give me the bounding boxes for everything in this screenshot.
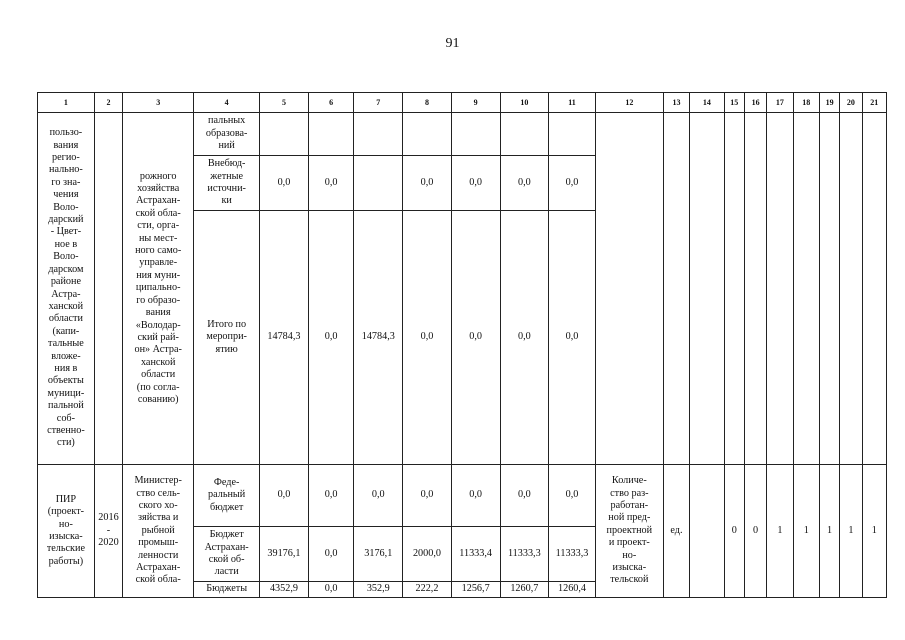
unit-cell bbox=[663, 113, 689, 465]
col-header: 7 bbox=[354, 93, 403, 113]
col-header: 16 bbox=[744, 93, 766, 113]
executor-cell: рожного хозяйства Астрахан- ской обла- сти, орга- ны мест- ного само- управле- ния муни- ципально- го образо- вания «Володар- ский рай- он» Астра- ханской области (по согла- сованию) bbox=[123, 113, 194, 465]
target-cell: 1 bbox=[819, 465, 839, 598]
col-header: 2 bbox=[94, 93, 122, 113]
col-header: 9 bbox=[451, 93, 500, 113]
funding-source: Бюджеты bbox=[194, 582, 260, 598]
col-header: 18 bbox=[793, 93, 819, 113]
value-cell: 0,0 bbox=[308, 156, 354, 211]
period-cell: 2016 - 2020 bbox=[94, 465, 122, 598]
funding-source: Бюджет Астрахан- ской об- ласти bbox=[194, 527, 260, 582]
value-cell: 0,0 bbox=[549, 156, 596, 211]
value-cell: 14784,3 bbox=[354, 211, 403, 465]
col-header: 3 bbox=[123, 93, 194, 113]
col-header: 10 bbox=[500, 93, 549, 113]
value-cell: 1256,7 bbox=[451, 582, 500, 598]
unit-cell: ед. bbox=[663, 465, 689, 598]
value-cell: 0,0 bbox=[403, 156, 452, 211]
value-cell: 0,0 bbox=[308, 582, 354, 598]
funding-source: Итого по меропри- ятию bbox=[194, 211, 260, 465]
value-cell: 0,0 bbox=[354, 465, 403, 527]
col-header: 11 bbox=[549, 93, 596, 113]
target-cell bbox=[690, 465, 724, 598]
period-cell bbox=[94, 113, 122, 465]
col-header: 1 bbox=[38, 93, 95, 113]
value-cell: 11333,4 bbox=[451, 527, 500, 582]
col-header: 19 bbox=[819, 93, 839, 113]
value-cell bbox=[403, 113, 452, 156]
value-cell: 0,0 bbox=[549, 465, 596, 527]
col-header: 6 bbox=[308, 93, 354, 113]
program-table bbox=[37, 92, 887, 598]
value-cell bbox=[500, 113, 549, 156]
col-header: 5 bbox=[260, 93, 309, 113]
measure-name: ПИР (проект- но- изыска- тельские работы) bbox=[38, 465, 95, 598]
target-cell bbox=[840, 113, 862, 465]
value-cell: 0,0 bbox=[500, 156, 549, 211]
value-cell: 1260,4 bbox=[549, 582, 596, 598]
indicator-cell bbox=[595, 113, 663, 465]
target-cell: 1 bbox=[767, 465, 793, 598]
target-cell: 1 bbox=[862, 465, 886, 598]
value-cell: 0,0 bbox=[451, 156, 500, 211]
value-cell: 222,2 bbox=[403, 582, 452, 598]
value-cell: 0,0 bbox=[308, 465, 354, 527]
target-cell: 1 bbox=[793, 465, 819, 598]
target-cell bbox=[744, 113, 766, 465]
target-cell: 0 bbox=[724, 465, 744, 598]
target-cell bbox=[690, 113, 724, 465]
value-cell bbox=[354, 156, 403, 211]
target-cell bbox=[724, 113, 744, 465]
value-cell bbox=[451, 113, 500, 156]
value-cell: 0,0 bbox=[403, 211, 452, 465]
target-cell bbox=[819, 113, 839, 465]
col-header: 14 bbox=[690, 93, 724, 113]
target-cell bbox=[767, 113, 793, 465]
value-cell bbox=[308, 113, 354, 156]
value-cell: 0,0 bbox=[500, 465, 549, 527]
value-cell bbox=[260, 113, 309, 156]
value-cell: 0,0 bbox=[308, 211, 354, 465]
measure-name: пользо- вания регио- нально- го зна- чения Воло- дарский - Цвет- ное в Воло- дарском районе Астра- ханской области (капи- тальные вложе- ния в объекты муници- пальной соб- ственно- сти) bbox=[38, 113, 95, 465]
value-cell: 0,0 bbox=[500, 211, 549, 465]
table-row bbox=[38, 113, 887, 156]
target-cell bbox=[862, 113, 886, 465]
target-cell bbox=[793, 113, 819, 465]
target-cell: 0 bbox=[744, 465, 766, 598]
col-header: 15 bbox=[724, 93, 744, 113]
funding-source: Внебюд- жетные источни- ки bbox=[194, 156, 260, 211]
executor-cell: Министер- ство сель- ского хо- зяйства и рыбной промыш- ленности Астрахан- ской обла- bbox=[123, 465, 194, 598]
value-cell: 11333,3 bbox=[500, 527, 549, 582]
value-cell: 0,0 bbox=[451, 465, 500, 527]
value-cell: 1260,7 bbox=[500, 582, 549, 598]
value-cell: 0,0 bbox=[451, 211, 500, 465]
funding-source: Феде- ральный бюджет bbox=[194, 465, 260, 527]
value-cell bbox=[549, 113, 596, 156]
col-header: 4 bbox=[194, 93, 260, 113]
value-cell: 0,0 bbox=[260, 156, 309, 211]
value-cell: 11333,3 bbox=[549, 527, 596, 582]
funding-source: пальных образова- ний bbox=[194, 113, 260, 156]
page-number: 91 bbox=[445, 36, 460, 51]
value-cell: 14784,3 bbox=[260, 211, 309, 465]
col-header: 13 bbox=[663, 93, 689, 113]
value-cell: 4352,9 bbox=[260, 582, 309, 598]
value-cell: 0,0 bbox=[260, 465, 309, 527]
target-cell: 1 bbox=[840, 465, 862, 598]
value-cell: 39176,1 bbox=[260, 527, 309, 582]
value-cell: 0,0 bbox=[549, 211, 596, 465]
indicator-cell: Количе- ство раз- работан- ной пред- проектной и проект- но- изыска- тельской bbox=[595, 465, 663, 598]
col-header: 20 bbox=[840, 93, 862, 113]
table-row bbox=[38, 465, 887, 527]
col-header: 12 bbox=[595, 93, 663, 113]
col-header: 8 bbox=[403, 93, 452, 113]
value-cell: 352,9 bbox=[354, 582, 403, 598]
value-cell: 3176,1 bbox=[354, 527, 403, 582]
value-cell: 2000,0 bbox=[403, 527, 452, 582]
value-cell: 0,0 bbox=[403, 465, 452, 527]
col-header: 17 bbox=[767, 93, 793, 113]
value-cell bbox=[354, 113, 403, 156]
col-header: 21 bbox=[862, 93, 886, 113]
value-cell: 0,0 bbox=[308, 527, 354, 582]
column-numbers-row bbox=[38, 93, 887, 113]
